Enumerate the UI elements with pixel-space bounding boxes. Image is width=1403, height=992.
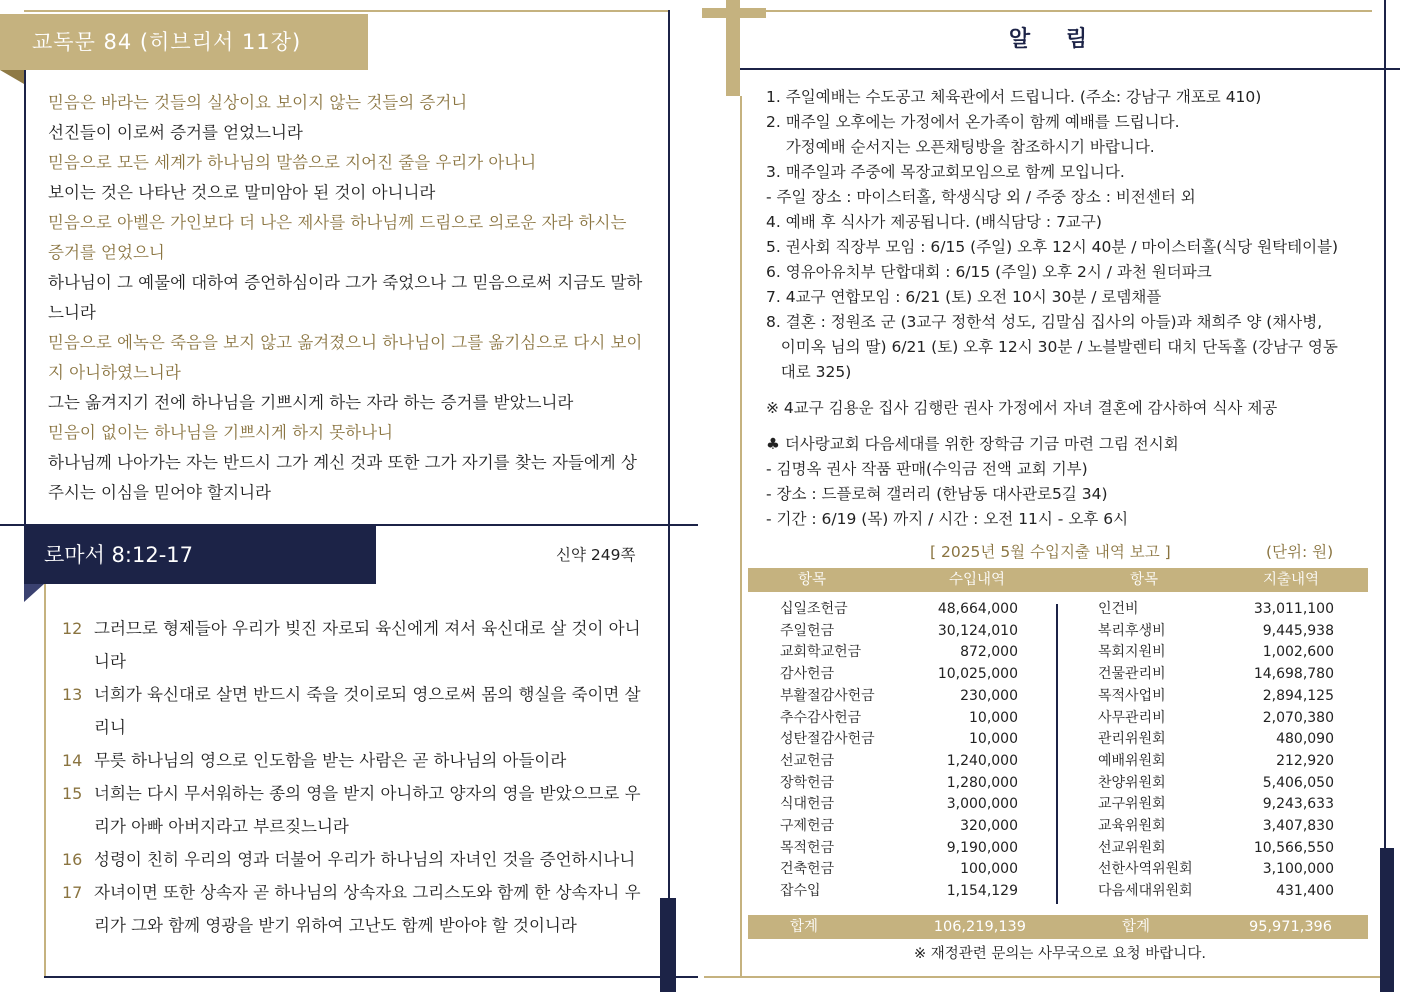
reading-line: 주시는 이심을 믿어야 할지니라	[48, 483, 271, 502]
expense-amount: 10,566,550	[1253, 839, 1334, 856]
income-item: 주일헌금	[780, 622, 835, 639]
verse-text: 자녀이면 또한 상속자 곧 하나님의 상속자요 그리스도와 함께 한 상속자니 우 리가 그와 함께 영광을 받기 위하여 고난도 함께 받아야 할 것이니라	[94, 883, 641, 935]
expense-amount: 431,400	[1276, 883, 1334, 900]
income-amount: 230,000	[960, 687, 1018, 704]
expense-amount: 212,920	[1276, 752, 1334, 769]
notice-line: 6. 영유아유치부 단합대회 : 6/15 (주일) 오후 2시 / 과천 원더파크	[766, 263, 1212, 281]
notice-line: 8. 결혼 : 정원조 군 (3교구 정한석 성도, 김말심 집사의 아들)과 채희주 양 (채사병,	[766, 313, 1323, 331]
income-item: 교회학교헌금	[780, 644, 862, 661]
expense-item: 관리위원회	[1098, 731, 1166, 748]
finance-report-title: [ 2025년 5월 수입지출 내역 보고 ]	[930, 543, 1171, 561]
verse-text: 너희가 육신대로 살면 반드시 죽을 것이로되 영으로써 몸의 행실을 죽이면 살 리니	[94, 685, 641, 737]
bottom-left-accent	[660, 898, 676, 992]
expense-item-header: 항목	[1129, 572, 1158, 588]
expense-amount: 480,090	[1276, 731, 1334, 748]
verse-number: 12	[62, 619, 83, 638]
expense-item: 복리후생비	[1098, 622, 1166, 639]
reading-line: 지 아니하였느니라	[48, 363, 181, 382]
expense-amount: 9,445,938	[1262, 622, 1334, 639]
income-item: 선교헌금	[780, 752, 835, 769]
reading-line: 그는 옮겨지기 전에 하나님을 기쁘시게 하는 자라 하는 증거를 받았느니라	[48, 393, 574, 412]
bottom-line-left	[44, 976, 698, 978]
responsive-reading-title: 교독문 84 (히브리서 11장)	[0, 14, 368, 70]
finance-column-divider	[1056, 604, 1058, 904]
income-amount: 10,000	[969, 709, 1018, 726]
expense-item: 목적사업비	[1098, 687, 1166, 704]
expense-amount: 5,406,050	[1262, 774, 1334, 791]
income-amount: 30,124,010	[937, 622, 1018, 639]
expense-amount: 33,011,100	[1253, 601, 1334, 617]
expense-amount: 2,894,125	[1262, 687, 1334, 704]
reading-line: 믿음으로 모든 세계가 하나님의 말씀으로 지어진 줄을 우리가 아나니	[48, 153, 537, 172]
income-amount: 9,190,000	[946, 839, 1018, 856]
income-amount: 872,000	[960, 644, 1018, 661]
income-item: 감사헌금	[780, 666, 835, 683]
exhibit-line: ♣ 더사랑교회 다음세대를 위한 장학금 기금 마련 그림 전시회	[766, 435, 1179, 453]
expense-item: 예배위원회	[1098, 752, 1166, 769]
expense-item: 교육위원회	[1098, 818, 1166, 834]
verse-number: 13	[62, 685, 83, 704]
reading-line: 보이는 것은 나타난 것으로 말미암아 된 것이 아니니라	[48, 183, 436, 202]
reading-line: 선진들이 이로써 증거를 얻었느니라	[48, 123, 303, 142]
income-item: 목적헌금	[780, 839, 835, 856]
reading-line: 믿음이 없이는 하나님을 기쁘시게 하지 못하나니	[48, 423, 394, 442]
expense-amount: 1,002,600	[1262, 644, 1334, 661]
expense-item: 다음세대위원회	[1098, 883, 1193, 900]
verse-number: 17	[62, 883, 83, 902]
right-bottom-line	[704, 976, 1394, 978]
income-item-header: 항목	[797, 572, 826, 588]
scripture-title: 로마서 8:12-17	[24, 526, 376, 584]
income-amount: 100,000	[960, 861, 1018, 878]
expense-item: 인건비	[1098, 601, 1139, 617]
notice-line: 가정예배 순서지는 오픈채팅방을 참조하시기 바랍니다.	[766, 138, 1155, 156]
finance-unit: (단위: 원)	[1266, 543, 1334, 561]
income-amount: 10,025,000	[937, 666, 1018, 683]
notice-line: 4. 예배 후 식사가 제공됩니다. (배식담당 : 7교구)	[766, 213, 1102, 231]
notices-title: 알 림	[1008, 27, 1102, 52]
reading-line: 느니라	[48, 303, 96, 322]
income-amount: 320,000	[960, 818, 1018, 834]
notice-line: 대로 325)	[766, 363, 852, 381]
income-item: 십일조헌금	[780, 601, 848, 617]
reading-line: 믿음으로 아벨은 가인보다 더 나은 제사를 하나님께 드림으로 의로운 자라 하시는	[48, 213, 627, 232]
right-title-underline	[740, 68, 1400, 70]
income-item: 건축헌금	[780, 861, 835, 878]
right-inner-vertical	[740, 96, 742, 978]
scripture-fold-decoration	[24, 584, 44, 602]
expense-amount: 9,243,633	[1262, 796, 1334, 813]
center-divider	[668, 10, 670, 978]
expense-item: 목회지원비	[1098, 644, 1166, 661]
responsive-reading-text	[48, 88, 658, 508]
expense-amount-header: 지출내역	[1262, 572, 1320, 588]
expense-item: 선한사역위원회	[1098, 861, 1193, 878]
exhibit-line: - 장소 : 드플로혀 갤러리 (한남동 대사관로5길 34)	[766, 485, 1108, 503]
expense-item: 교구위원회	[1098, 796, 1166, 813]
income-amount: 1,154,129	[946, 883, 1018, 900]
exhibit-line: - 김명옥 권사 작품 판매(수익금 전액 교회 기부)	[766, 460, 1088, 478]
expense-total-label: 합계	[1122, 919, 1151, 935]
income-amount: 1,240,000	[946, 752, 1018, 769]
top-border-left	[24, 10, 668, 12]
special-note: ※ 4교구 김용운 집사 김행란 권사 가정에서 자녀 결혼에 감사하여 식사 제공	[766, 399, 1278, 417]
verse-number: 16	[62, 850, 83, 869]
verse-number: 14	[62, 751, 83, 770]
expense-amount: 14,698,780	[1253, 666, 1334, 683]
notice-line: 3. 매주일과 주중에 목장교회모임으로 함께 모입니다.	[766, 163, 1125, 181]
expense-amount: 3,100,000	[1262, 861, 1334, 878]
income-item: 부활절감사헌금	[780, 687, 875, 704]
income-amount: 3,000,000	[946, 796, 1018, 813]
expense-item: 사무관리비	[1098, 709, 1166, 726]
income-total-label: 합계	[790, 919, 819, 935]
expense-amount: 3,407,830	[1262, 818, 1334, 834]
bottom-right-accent	[1380, 848, 1394, 992]
income-item: 성탄절감사헌금	[780, 731, 875, 748]
verse-number: 15	[62, 784, 83, 803]
right-vertical-line	[1384, 0, 1386, 992]
reading-line: 증거를 얻었으니	[48, 243, 165, 262]
reading-line: 하나님께 나아가는 자는 반드시 그가 계신 것과 또한 그가 자기를 찾는 자들에게 상	[48, 453, 637, 472]
title-fold-decoration	[0, 70, 24, 84]
income-amount: 10,000	[969, 731, 1018, 748]
reading-line: 하나님이 그 예물에 대하여 증언하심이라 그가 죽었으나 그 믿음으로써 지금도 말하	[48, 273, 643, 292]
expense-total-value: 95,971,396	[1248, 919, 1332, 935]
income-amount-header: 수입내역	[948, 572, 1006, 588]
notice-line: 1. 주일예배는 수도공고 체육관에서 드립니다. (주소: 강남구 개포로 410)	[766, 88, 1262, 106]
notice-line: 5. 권사회 직장부 모임 : 6/15 (주일) 오후 12시 40분 / 마이스터홀(식당 원탁테이블)	[766, 238, 1339, 256]
left-lower-vertical	[44, 584, 46, 978]
income-item: 구제헌금	[780, 818, 835, 834]
income-item: 장학헌금	[780, 774, 835, 791]
expense-amount: 2,070,380	[1262, 709, 1334, 726]
income-amount: 1,280,000	[946, 774, 1018, 791]
notice-line: 이미옥 님의 딸) 6/21 (토) 오후 12시 30분 / 노블발렌티 대치 단독홀 (강남구 영동	[766, 338, 1338, 356]
scripture-page-ref: 신약 249쪽	[556, 546, 636, 564]
income-item: 식대헌금	[780, 796, 835, 813]
finance-footnote: ※ 재정관련 문의는 사무국으로 요청 바랍니다.	[914, 946, 1206, 962]
verse-text: 너희는 다시 무서워하는 종의 영을 받지 아니하고 양자의 영을 받았으므로 우 리가 아빠 아버지라고 부르짖느니라	[94, 784, 641, 836]
income-amount: 48,664,000	[937, 601, 1018, 617]
notice-line: 7. 4교구 연합모임 : 6/21 (토) 오전 10시 30분 / 로뎀채플	[766, 288, 1162, 306]
income-item: 추수감사헌금	[780, 709, 862, 726]
reading-line: 믿음으로 에녹은 죽음을 보지 않고 옮겨졌으니 하나님이 그를 옮기심으로 다시 보이	[48, 333, 643, 352]
income-total-value: 106,219,139	[933, 919, 1026, 935]
expense-item: 선교위원회	[1098, 839, 1166, 856]
reading-line: 믿음은 바라는 것들의 실상이요 보이지 않는 것들의 증거니	[48, 93, 468, 112]
verse-text: 무릇 하나님의 영으로 인도함을 받는 사람은 곧 하나님의 아들이라	[94, 751, 567, 770]
expense-item: 찬양위원회	[1098, 774, 1166, 791]
left-vertical-line	[24, 70, 26, 526]
exhibit-line: - 기간 : 6/19 (목) 까지 / 시간 : 오전 11시 - 오후 6시	[766, 510, 1129, 528]
notice-line: - 주일 장소 : 마이스터홀, 학생식당 외 / 주중 장소 : 비전센터 외	[766, 188, 1196, 206]
income-item: 잡수입	[780, 883, 821, 900]
verse-text: 성령이 친히 우리의 영과 더불어 우리가 하나님의 자녀인 것을 증언하시나니	[94, 850, 636, 869]
right-top-border	[740, 10, 1372, 12]
notice-line: 2. 매주일 오후에는 가정에서 온가족이 함께 예배를 드립니다.	[766, 113, 1180, 131]
expense-item: 건물관리비	[1098, 666, 1166, 683]
verse-text: 그러므로 형제들아 우리가 빚진 자로되 육신에게 져서 육신대로 살 것이 아니 니라	[94, 619, 641, 671]
